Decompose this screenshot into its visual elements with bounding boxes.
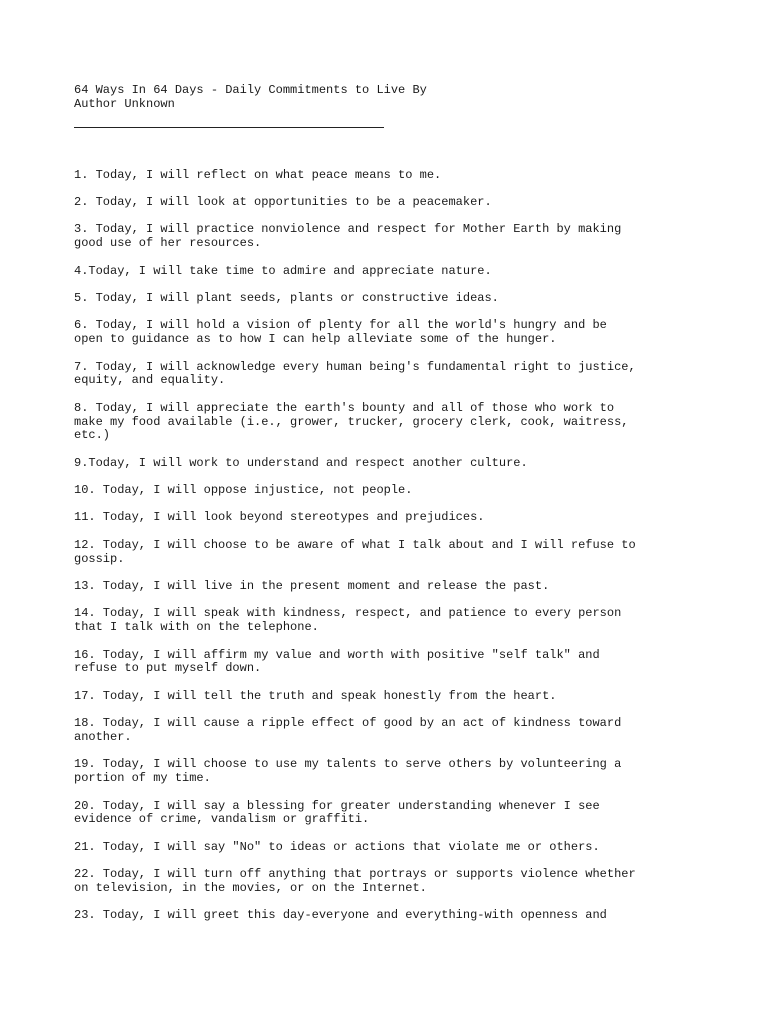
list-item: 12. Today, I will choose to be aware of what I talk about and I will refuse to gossip. bbox=[74, 537, 636, 566]
document-page bbox=[74, 84, 694, 937]
list-item: 21. Today, I will say "No" to ideas or actions that violate me or others. bbox=[74, 839, 600, 854]
list-item: 22. Today, I will turn off anything that portrays or supports violence whether on television, in the movies, or on the Internet. bbox=[74, 867, 636, 895]
list-item: 7. Today, I will acknowledge every human being's fundamental right to justice, equity, and equality. bbox=[74, 359, 636, 388]
list-item: 4.Today, I will take time to admire and appreciate nature. bbox=[74, 263, 492, 278]
list-item: 2. Today, I will look at opportunities to be a peacemaker. bbox=[74, 194, 492, 209]
list-item: 9.Today, I will work to understand and respect another culture. bbox=[74, 455, 528, 470]
list-item: 6. Today, I will hold a vision of plenty for all the world's hungry and be open to guidance as to how I can help alleviate some of the hunger. bbox=[74, 318, 607, 347]
list-item: 17. Today, I will tell the truth and speak honestly from the heart. bbox=[74, 688, 557, 703]
list-item: 1. Today, I will reflect on what peace means to me. bbox=[74, 167, 442, 182]
list-item: 10. Today, I will oppose injustice, not people. bbox=[74, 483, 413, 498]
list-item: 14. Today, I will speak with kindness, respect, and patience to every person that I talk with on the telephone. bbox=[74, 606, 622, 635]
document-title: 64 Ways In 64 Days - Daily Commitments to Live By bbox=[74, 83, 427, 97]
list-item: 19. Today, I will choose to use my talents to serve others by volunteering a portion of my time. bbox=[74, 757, 622, 786]
list-item: 20. Today, I will say a blessing for greater understanding whenever I see evidence of crime, vandalism or graffiti. bbox=[74, 798, 600, 827]
list-item: 11. Today, I will look beyond stereotypes and prejudices. bbox=[74, 510, 485, 525]
separator-rule bbox=[74, 127, 384, 128]
list-item: 23. Today, I will greet this day-everyone and everything-with openness and bbox=[74, 908, 607, 923]
document-author: Author Unknown bbox=[74, 96, 175, 111]
commitment-list bbox=[74, 169, 694, 924]
list-item: 16. Today, I will affirm my value and worth with positive "self talk" and refuse to put myself down. bbox=[74, 647, 600, 676]
list-item: 18. Today, I will cause a ripple effect of good by an act of kindness toward another. bbox=[74, 716, 622, 745]
list-item: 5. Today, I will plant seeds, plants or constructive ideas. bbox=[74, 290, 499, 305]
list-item: 8. Today, I will appreciate the earth's bounty and all of those who work to make my food available (i.e., grower, trucker, grocery clerk, cook, waitress, etc.) bbox=[74, 400, 629, 443]
list-item: 13. Today, I will live in the present moment and release the past. bbox=[74, 579, 550, 594]
list-item: 3. Today, I will practice nonviolence and respect for Mother Earth by making good use of her resources. bbox=[74, 222, 622, 251]
